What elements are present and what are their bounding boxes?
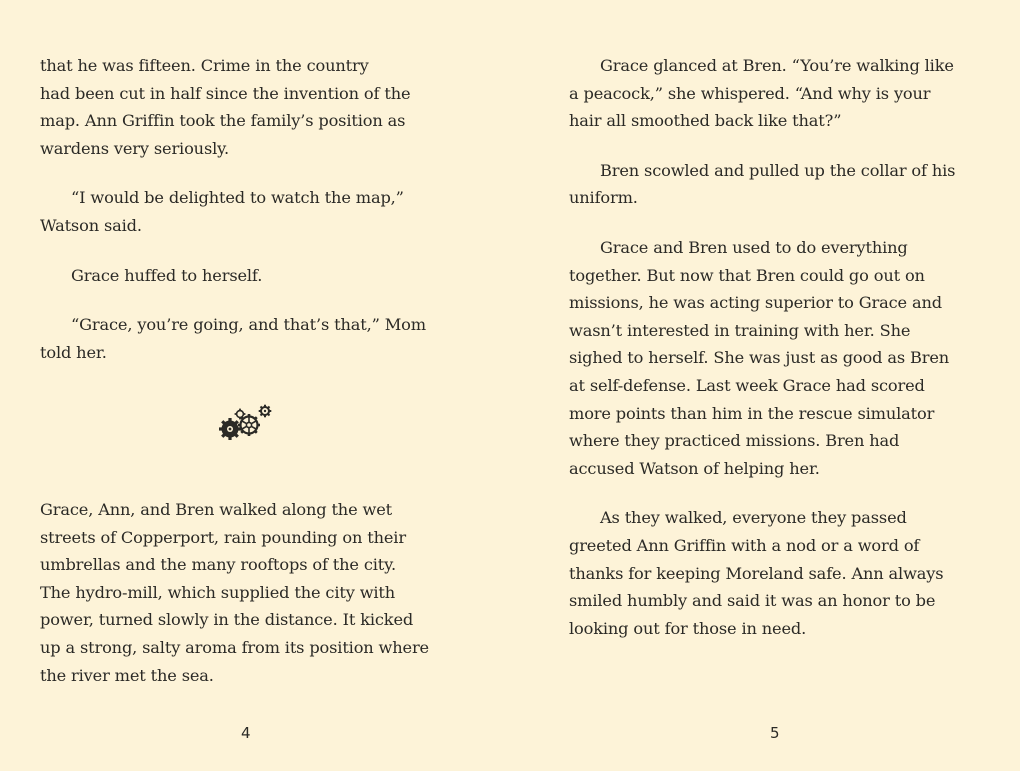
- text-line: uniform.: [569, 188, 638, 208]
- paragraph: [569, 157, 999, 212]
- text-line: that he was fifteen. Crime in the country: [40, 56, 369, 75]
- text-line: wardens very seriously.: [40, 138, 229, 158]
- text-line: map. Ann Griffin took the family’s position as: [40, 111, 406, 131]
- text-line: Bren scowled and pulled up the collar of his: [600, 160, 956, 180]
- paragraph: [569, 504, 999, 642]
- gears-icon: [218, 403, 274, 441]
- left-page: [40, 52, 470, 388]
- text-line: “I would be delighted to watch the map,”: [71, 188, 404, 208]
- paragraph: [569, 234, 999, 482]
- right-page: [569, 52, 999, 664]
- text-line: together. But now that Bren could go out on: [569, 265, 925, 285]
- text-line: streets of Copperport, rain pounding on their: [40, 527, 406, 547]
- paragraph: [40, 311, 470, 366]
- text-line: Watson said.: [40, 215, 142, 235]
- text-line: The hydro-mill, which supplied the city with: [40, 582, 396, 602]
- text-line: Grace, Ann, and Bren walked along the wet: [40, 500, 392, 519]
- paragraph: [569, 52, 999, 135]
- left-page-section-two: [40, 496, 470, 711]
- paragraph: [40, 52, 470, 162]
- paragraph: [40, 262, 470, 290]
- paragraph: [40, 496, 470, 689]
- text-line: told her.: [40, 342, 107, 362]
- text-line: up a strong, salty aroma from its position where: [40, 637, 429, 657]
- text-line: missions, he was acting superior to Grace and: [569, 293, 942, 313]
- text-line: at self-defense. Last week Grace had scored: [569, 375, 925, 395]
- text-line: the river met the sea.: [40, 665, 214, 685]
- text-line: umbrellas and the many rooftops of the city.: [40, 555, 396, 575]
- text-line: more points than him in the rescue simulator: [569, 403, 935, 423]
- page-number-left: 4: [241, 724, 251, 742]
- text-line: smiled humbly and said it was an honor to be: [569, 591, 936, 611]
- text-line: greeted Ann Griffin with a nod or a word of: [569, 535, 920, 555]
- text-line: Grace huffed to herself.: [71, 265, 263, 285]
- text-line: Grace and Bren used to do everything: [600, 237, 908, 257]
- paragraph: [40, 184, 470, 239]
- text-line: had been cut in half since the invention of the: [40, 83, 411, 103]
- text-line: where they practiced missions. Bren had: [569, 431, 900, 451]
- text-line: looking out for those in need.: [569, 618, 807, 638]
- text-line: “Grace, you’re going, and that’s that,” Mom: [71, 315, 426, 335]
- text-line: power, turned slowly in the distance. It kicked: [40, 610, 414, 630]
- text-line: As they walked, everyone they passed: [600, 508, 907, 528]
- text-line: hair all smoothed back like that?”: [569, 111, 842, 131]
- text-line: thanks for keeping Moreland safe. Ann always: [569, 563, 944, 583]
- text-line: accused Watson of helping her.: [569, 458, 820, 478]
- text-line: a peacock,” she whispered. “And why is your: [569, 83, 931, 103]
- text-line: sighed to herself. She was just as good as Bren: [569, 348, 950, 368]
- text-line: Grace glanced at Bren. “You’re walking like: [600, 56, 954, 75]
- text-line: wasn’t interested in training with her. She: [569, 320, 911, 340]
- page-number-right: 5: [770, 724, 780, 742]
